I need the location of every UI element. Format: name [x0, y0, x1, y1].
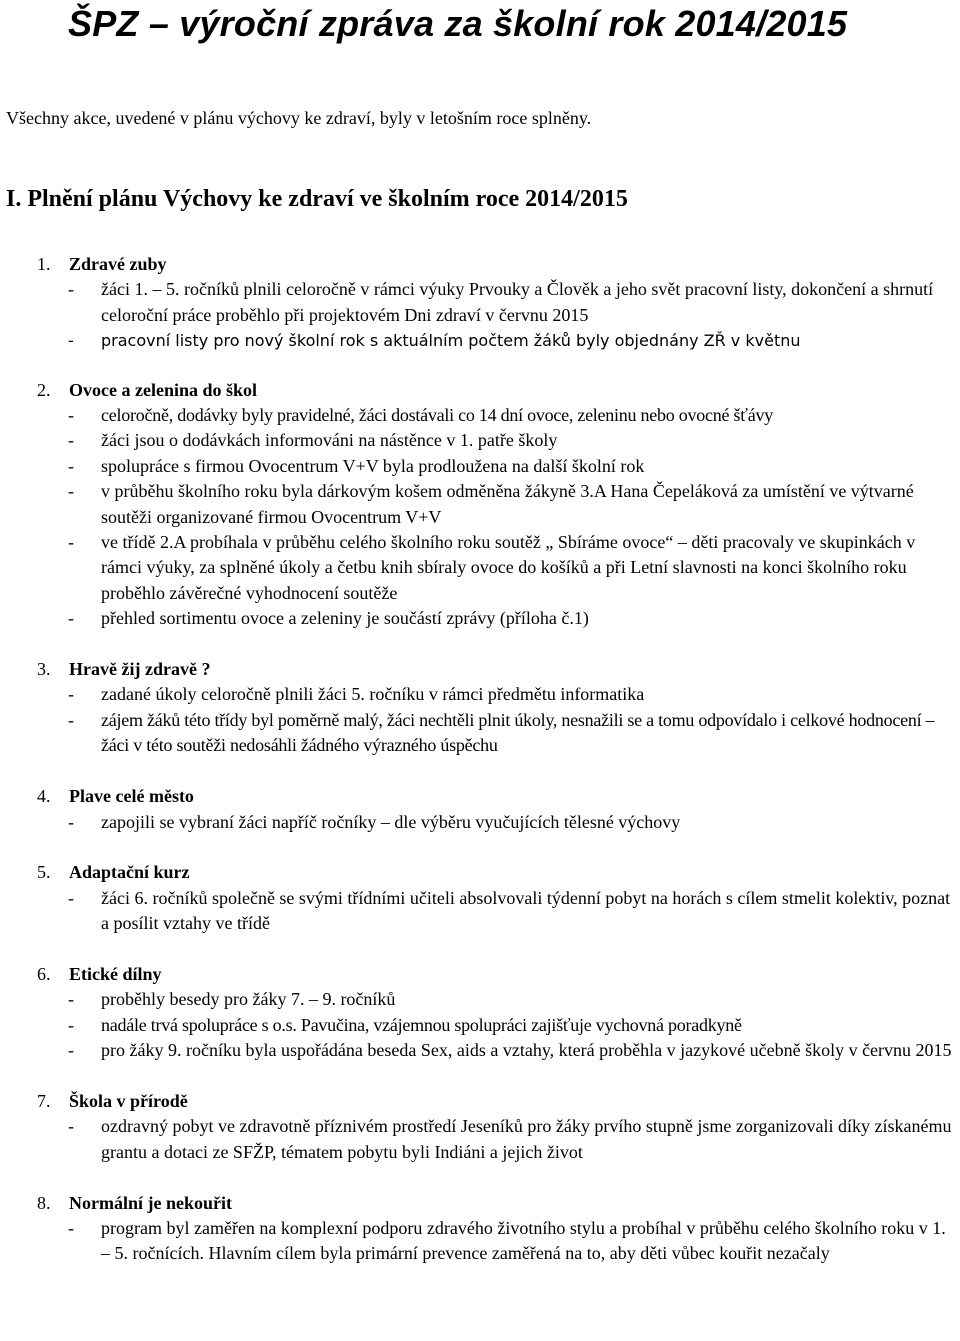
document-title: ŠPZ – výroční zpráva za školní rok 2014/2015 [68, 3, 848, 44]
bullet-dash: - [68, 430, 74, 451]
sections-list [0, 252, 960, 1292]
list-item [0, 1013, 960, 1038]
bullet-dash: - [68, 331, 74, 351]
list-item [0, 403, 960, 428]
section-number: 4. [37, 786, 51, 807]
bullet-dash: - [68, 811, 74, 832]
section-title: Adaptační kurz [69, 862, 190, 883]
section-number: 7. [37, 1090, 51, 1111]
section-header [0, 860, 960, 885]
item-text: nadále trvá spolupráce s o.s. Pavučina, vzájemnou spolupráci zajišťuje vychovná poradkyně [101, 1014, 742, 1035]
section-number: 8. [37, 1192, 51, 1213]
bullet-dash: - [68, 532, 74, 553]
bullet-dash: - [68, 481, 74, 502]
section-3 [0, 657, 960, 759]
list-item [0, 479, 960, 530]
item-text: proběhly besedy pro žáky 7. – 9. ročníků [101, 989, 396, 1010]
bullet-dash: - [68, 405, 74, 426]
item-text: spolupráce s firmou Ovocentrum V+V byla prodloužena na další školní rok [101, 455, 645, 476]
section-title: Zdravé zuby [69, 254, 167, 274]
item-text: v průběhu školního roku byla dárkovým košem odměněna žákyně 3.A Hana Čepeláková za umístění ve výtvarné soutěži organizované firmou Ovocentrum V+V [101, 481, 914, 527]
item-text: zájem žáků této třídy byl poměrně malý, žáci nechtěli plnit úkoly, nesnažili se a tomu odpovídalo i celkové hodnocení – žáci v této soutěži nedosáhli žádného výrazného úspěchu [101, 709, 935, 756]
section-header [0, 962, 960, 987]
section-title: Hravě žij zdravě ? [69, 659, 211, 680]
section-heading: I. Plnění plánu Výchovy ke zdraví ve školním roce 2014/2015 [6, 186, 628, 212]
section-number: 6. [37, 963, 51, 984]
section-header [0, 252, 960, 277]
list-item [0, 1216, 960, 1267]
section-title: Škola v přírodě [69, 1090, 188, 1111]
bullet-dash: - [68, 608, 74, 629]
item-text: žáci 1. – 5. ročníků plnili celoročně v rámci výuky Prvouky a Člověk a jeho svět pracovní listy, dokončení a shrnutí celoroční práce proběhlo při projektovém Dni zdraví v červnu 2015 [101, 279, 934, 325]
section-title: Plave celé město [69, 786, 194, 807]
bullet-dash: - [68, 455, 74, 476]
item-text: pracovní listy pro nový školní rok s aktuálním počtem žáků byly objednány ZŘ v květnu [101, 331, 801, 351]
item-text: žáci 6. ročníků společně se svými třídními učiteli absolvovali týdenní pobyt na horách s cílem stmelit kolektiv, poznat a posílit vztahy ve třídě [101, 887, 951, 934]
item-text: celoročně, dodávky byly pravidelné, žáci dostávali co 14 dní ovoce, zeleninu nebo ovocné šťávy [101, 405, 773, 426]
section-number: 3. [37, 659, 51, 680]
section-title: Ovoce a zelenina do škol [69, 379, 257, 400]
section-title: Normální je nekouřit [69, 1192, 232, 1213]
bullet-dash: - [68, 1014, 74, 1035]
list-item [0, 530, 960, 606]
list-item [0, 454, 960, 479]
item-text: zadané úkoly celoročně plnili žáci 5. ročníku v rámci předmětu informatika [101, 684, 645, 705]
item-text: zapojili se vybraní žáci napříč ročníky – dle výběru vyučujících tělesné výchovy [101, 811, 681, 832]
list-item [0, 606, 960, 631]
section-number: 5. [37, 862, 51, 883]
section-title: Etické dílny [69, 963, 162, 984]
list-item [0, 1038, 960, 1063]
bullet-dash: - [68, 989, 74, 1010]
list-item [0, 1114, 960, 1165]
item-text: ve třídě 2.A probíhala v průběhu celého školního roku soutěž „ Sbíráme ovoce“ – děti pracovaly ve skupinkách v rámci výuky, za splněné úkoly a četbu knih sbíraly ovoce do košíků a při Letní slavnosti na konci školního roku proběhlo závěrečné vyhodnocení soutěže [101, 532, 916, 603]
section-number: 2. [37, 379, 51, 400]
list-item [0, 987, 960, 1012]
bullet-dash: - [68, 1217, 74, 1238]
bullet-dash: - [68, 1116, 74, 1137]
bullet-dash: - [68, 1040, 74, 1061]
section-2 [0, 378, 960, 632]
item-text: pro žáky 9. ročníku byla uspořádána beseda Sex, aids a vztahy, která proběhla v jazykové učebně školy v červnu 2015 [101, 1040, 952, 1061]
section-header [0, 1191, 960, 1216]
section-4 [0, 784, 960, 835]
section-7 [0, 1089, 960, 1165]
section-header [0, 1089, 960, 1114]
section-header [0, 657, 960, 682]
list-item [0, 428, 960, 453]
bullet-dash: - [68, 684, 74, 705]
bullet-dash: - [68, 709, 74, 730]
section-number: 1. [37, 254, 51, 274]
section-5 [0, 860, 960, 936]
list-item [0, 708, 960, 759]
intro-text: Všechny akce, uvedené v plánu výchovy ke zdraví, byly v letošním roce splněny. [6, 108, 592, 128]
section-6 [0, 962, 960, 1064]
list-item [0, 682, 960, 707]
bullet-dash: - [68, 887, 74, 908]
list-item [0, 328, 960, 353]
item-text: přehled sortimentu ovoce a zeleniny je součástí zprávy (příloha č.1) [101, 608, 589, 629]
list-item [0, 886, 960, 937]
section-1 [0, 252, 960, 354]
list-item [0, 277, 960, 328]
item-text: program byl zaměřen na komplexní podporu zdravého životního stylu a probíhal v průběhu celého školního roku v 1. – 5. ročnících. Hlavním cílem byla primární prevence zaměřená na to, aby děti vůbec kouřit nezačaly [101, 1217, 946, 1264]
bullet-dash: - [68, 279, 74, 300]
item-text: žáci jsou o dodávkách informováni na nástěnce v 1. patře školy [101, 430, 558, 451]
section-header [0, 378, 960, 403]
list-item [0, 810, 960, 835]
section-header [0, 784, 960, 809]
item-text: ozdravný pobyt ve zdravotně příznivém prostředí Jeseníků pro žáky prvího stupně jsme zorganizovali díky získanému grantu a dotaci ze SFŽP, tématem pobytu byli Indiáni a jejich život [101, 1116, 952, 1162]
section-8 [0, 1191, 960, 1267]
